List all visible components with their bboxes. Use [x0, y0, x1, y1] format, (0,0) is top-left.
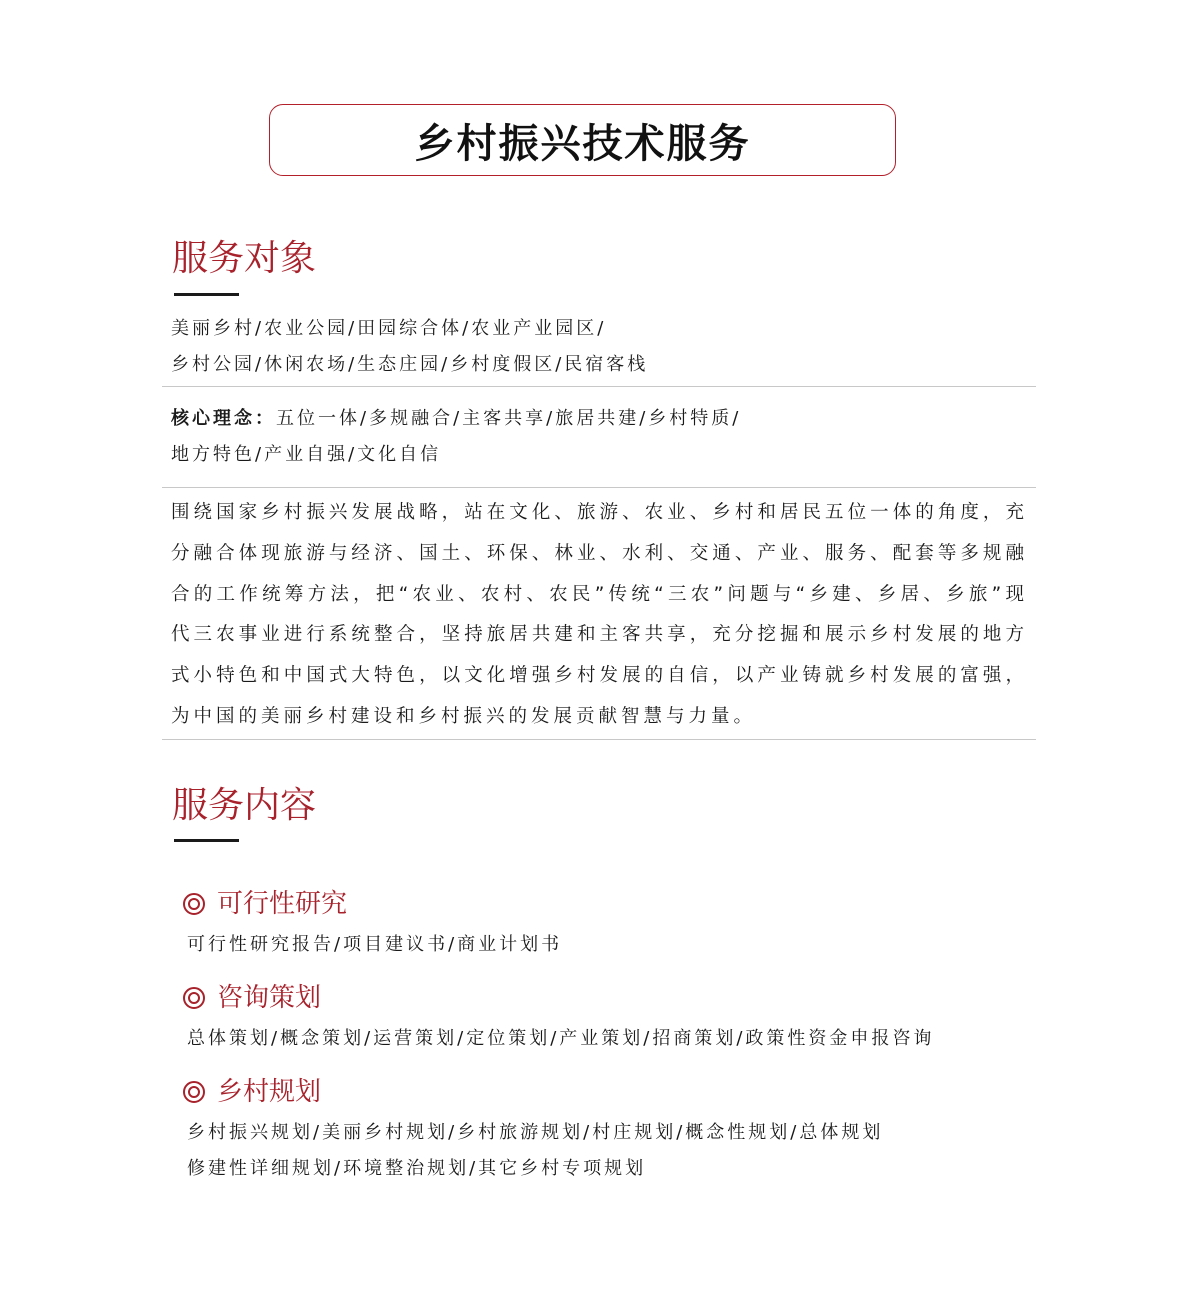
sub-heading-label: 乡村规划 — [217, 1077, 322, 1107]
target-line-2: 乡村公园/休闲农场/生态庄园/乡村度假区/民宿客栈 — [171, 354, 649, 375]
section-underline — [174, 293, 239, 296]
section-heading-targets: 服务对象 — [172, 238, 317, 279]
target-line-1: 美丽乡村/农业公园/田园综合体/农业产业园区/ — [171, 318, 607, 339]
feasibility-line-1: 可行性研究报告/项目建议书/商业计划书 — [187, 934, 563, 955]
divider — [162, 487, 1036, 488]
double-circle-icon — [183, 893, 205, 915]
page-title-box — [269, 104, 896, 176]
divider — [162, 739, 1036, 740]
planning-line-1: 乡村振兴规划/美丽乡村规划/乡村旅游规划/村庄规划/概念性规划/总体规划 — [187, 1122, 884, 1143]
sub-heading-consulting — [183, 980, 321, 1016]
concept-line-2: 地方特色/产业自强/文化自信 — [171, 444, 442, 465]
sub-heading-planning — [183, 1074, 321, 1110]
concept-line-1 — [171, 401, 741, 437]
intro-paragraph: 围绕国家乡村振兴发展战略，站在文化、旅游、农业、乡村和居民五位一体的角度，充分融合体现旅游与经济、国土、环保、林业、水利、交通、产业、服务、配套等多规融合的工作统筹方法，把“农业、农村、农民”传统“三农”问题与“乡建、乡居、乡旅”现代三农事业进行系统整合，坚持旅居共建和主客共享，充分挖掘和展示乡村发展的地方式小特色和中国式大特色，以文化增强乡村发展的自信，以产业铸就乡村发展的富强，为中国的美丽乡村建设和乡村振兴的发展贡献智慧与力量。 — [171, 502, 1028, 727]
page-title: 乡村振兴技术服务 — [414, 119, 751, 167]
planning-line-2: 修建性详细规划/环境整治规划/其它乡村专项规划 — [187, 1158, 647, 1179]
sub-heading-label: 可行性研究 — [217, 889, 348, 919]
double-circle-icon — [183, 1081, 205, 1103]
divider — [162, 386, 1036, 387]
double-circle-icon — [183, 987, 205, 1009]
sub-heading-feasibility — [183, 886, 347, 922]
section-heading-content: 服务内容 — [172, 785, 317, 826]
concept-label: 核心理念： — [171, 408, 276, 429]
concept-values: 五位一体/多规融合/主客共享/旅居共建/乡村特质/ — [276, 408, 742, 429]
consulting-line-1: 总体策划/概念策划/运营策划/定位策划/产业策划/招商策划/政策性资金申报咨询 — [187, 1028, 935, 1049]
section-underline — [174, 839, 239, 842]
sub-heading-label: 咨询策划 — [217, 983, 322, 1013]
